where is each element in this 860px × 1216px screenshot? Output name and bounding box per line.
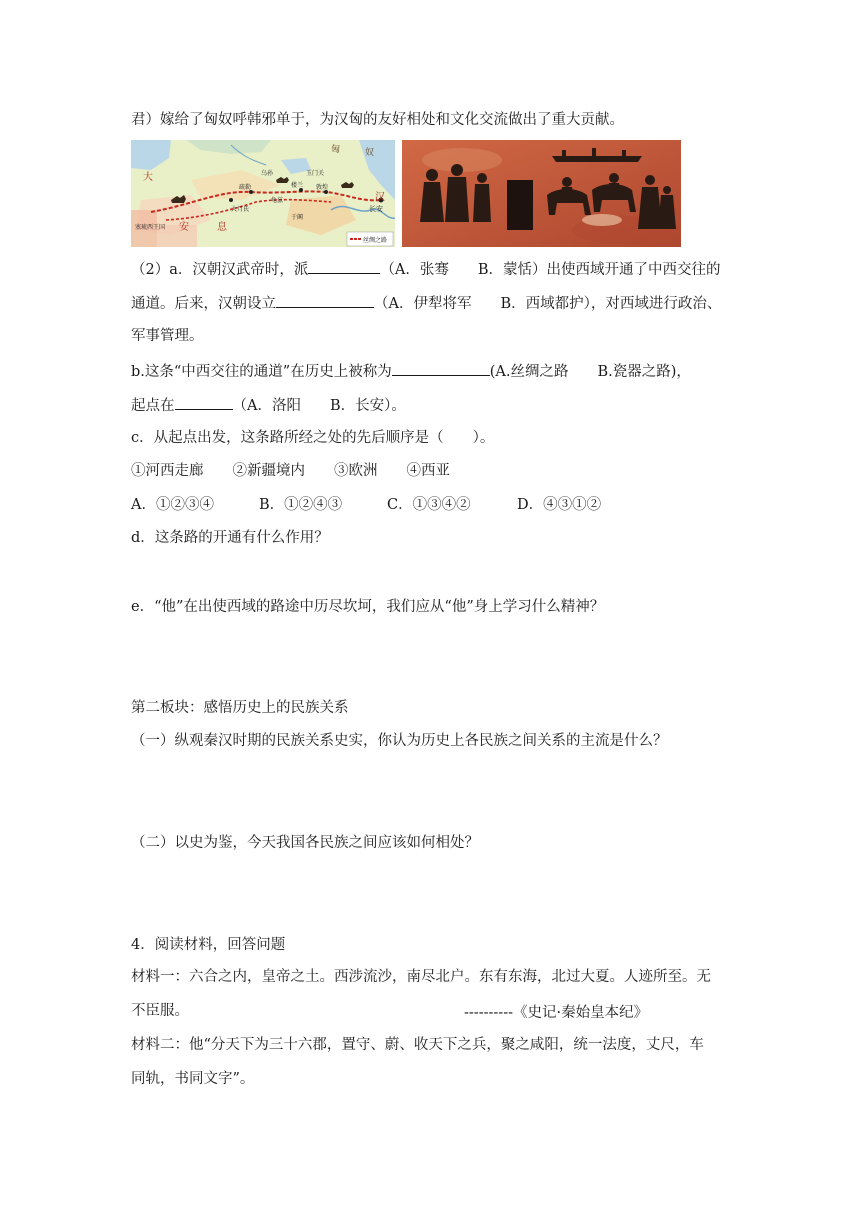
- map-label-wusun: 乌孙: [261, 170, 274, 177]
- map-label-anxi: 安: [179, 222, 189, 233]
- option-c[interactable]: C．①③④②: [387, 497, 471, 513]
- q2b-line1: b.这条“中西交往的通道”在历史上被称为 (A.丝绸之路 B.瓷器之路)，: [131, 360, 691, 382]
- section2-q2: （二）以史为鉴，今天我国各民族之间应该如何相处？: [131, 835, 479, 851]
- map-label-xiongnu1: 匈: [331, 145, 341, 155]
- intro-line: 君）嫁给了匈奴呼韩邪单于，为汉匈的友好相处和文化交流做出了重大贡献。: [131, 112, 624, 128]
- material1-line2: 不臣服。: [131, 1003, 189, 1019]
- material1-source: ----------《史记·秦始皇本纪》: [464, 1005, 649, 1021]
- map-label-west: 塞琉西王国: [135, 224, 166, 231]
- map-legend-label: 丝绸之路: [363, 237, 388, 244]
- material1-line1: 材料一：六合之内，皇帝之土。西涉流沙，南尽北户。东有东海，北过大夏。人迹所至。无: [131, 969, 711, 985]
- map-label-shule: 疏勒: [239, 184, 252, 191]
- map-label-yutian: 于阗: [291, 214, 304, 221]
- q2a-line1: （2）a．汉朝汉武帝时，派 （A．张骞 B．蒙恬）出使西域开通了中西交往的: [131, 258, 721, 280]
- answer-blank-office[interactable]: [276, 292, 374, 308]
- answer-blank-road-name[interactable]: [392, 360, 490, 376]
- q2c-items: ①河西走廊 ②新疆境内 ③欧洲 ④西亚: [131, 463, 450, 479]
- section2-q1: （一）纵观秦汉时期的民族关系史实，你认为历史上各民族之间关系的主流是什么？: [131, 733, 668, 749]
- answer-blank-envoy[interactable]: [308, 258, 380, 274]
- map-label-changan: 长安: [369, 205, 383, 213]
- map-label-yumen: 玉门关: [306, 170, 325, 177]
- map-label-qiuci: 龟兹: [271, 197, 284, 204]
- zhang-qian-mural: [402, 140, 681, 247]
- map-label-xi: 息: [217, 222, 227, 233]
- q2b-line2: 起点在 （A．洛阳 B．长安）。: [131, 394, 406, 416]
- option-b[interactable]: B．①②④③: [259, 497, 343, 513]
- material2-line1: 材料二：他“分天下为三十六郡，置守、蔚、收天下之兵，聚之咸阳，统一法度，丈尺，车: [131, 1037, 704, 1053]
- material2-line2: 同轨，书同文字”。: [131, 1071, 255, 1087]
- map-label-loulan: 楼兰: [291, 182, 304, 189]
- q2e-question: e．“他”在出使西域的路途中历尽坎坷，我们应从“他”身上学习什么精神？: [131, 599, 605, 615]
- option-d[interactable]: D．④③①②: [517, 497, 602, 513]
- q4-heading: 4．阅读材料，回答问题: [131, 937, 286, 953]
- map-label-dayuezhi: 大月氏: [231, 206, 250, 213]
- option-a[interactable]: A．①②③④: [131, 497, 214, 513]
- q2d-question: d．这条路的开通有什么作用？: [131, 530, 329, 546]
- map-label-han: 汉: [375, 192, 385, 203]
- map-label-xiongnu2: 奴: [365, 148, 375, 158]
- answer-blank-start[interactable]: [175, 394, 233, 410]
- map-label-dunhuang: 敦煌: [316, 184, 329, 191]
- silk-road-map: [131, 140, 395, 247]
- q2a-line3: 军事管理。: [131, 328, 204, 344]
- section2-heading: 第二板块：感悟历史上的民族关系: [131, 700, 349, 716]
- q2a-line2: 通道。后来，汉朝设立 （A．伊犁将军 B．西域都护），对西域进行政治、: [131, 292, 721, 314]
- map-label-dayuan: 大: [143, 172, 153, 183]
- q2c-question: c．从起点出发，这条路所经之处的先后顺序是（ ）。: [131, 430, 495, 446]
